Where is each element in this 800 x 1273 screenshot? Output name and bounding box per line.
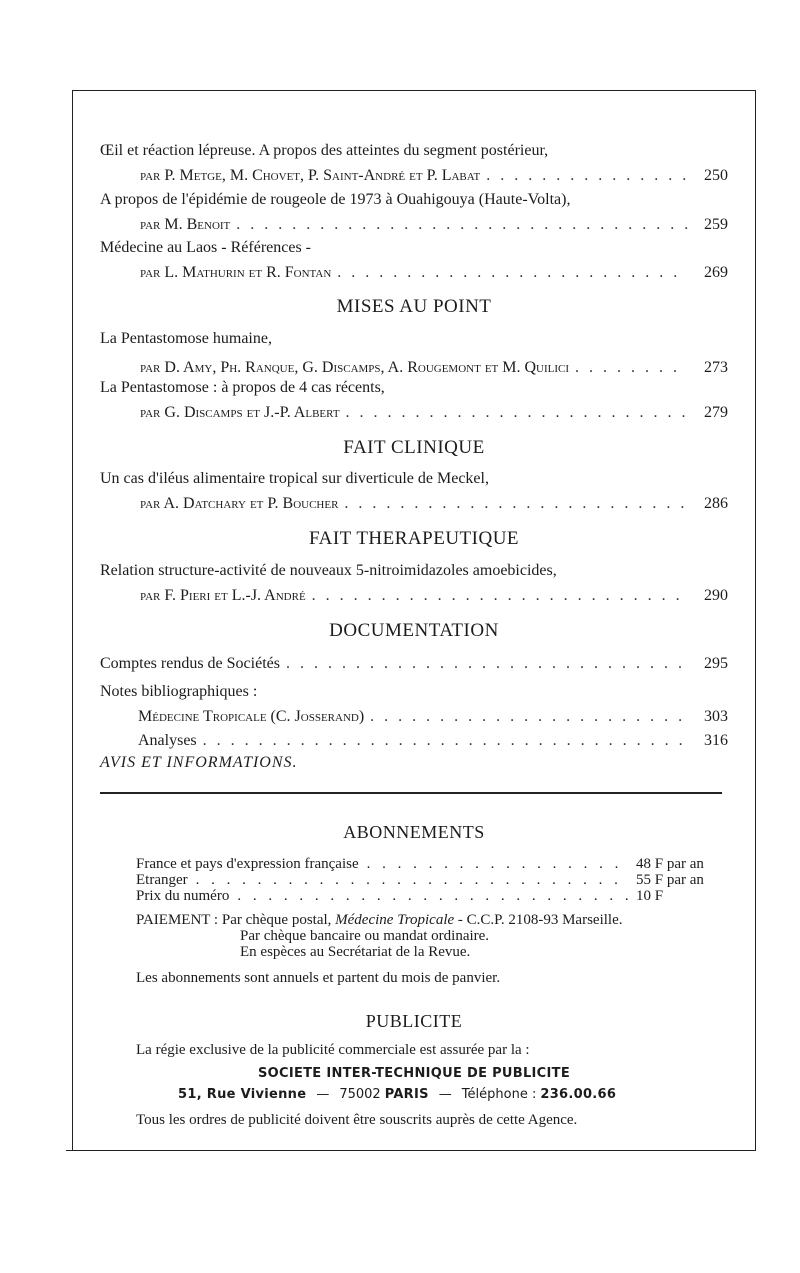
toc-entry-5[interactable] [100, 375, 728, 425]
company-name: SOCIETE INTER-TECHNIQUE DE PUBLICITE [257, 1066, 571, 1081]
entry-title: La Pentastomose : à propos de 4 cas récents, [100, 379, 385, 396]
section-heading-fait-therapeutique: FAIT THERAPEUTIQUE [308, 528, 520, 549]
entry-title: Comptes rendus de Sociétés [100, 655, 280, 672]
entry-authors: par P. Metge, M. Chovet, P. Saint-André et P. Labat [140, 167, 481, 184]
publicite-heading: PUBLICITE [365, 1011, 463, 1031]
price-row [136, 888, 726, 904]
leader-dots [237, 888, 628, 904]
entry-page: 286 [704, 495, 728, 512]
section-heading-fait-clinique: FAIT CLINIQUE [343, 437, 485, 458]
toc-entry-2[interactable] [100, 187, 728, 237]
payment-line-3: En espèces au Secrétariat de la Revue. [240, 944, 471, 960]
leader-dots [370, 704, 688, 729]
price-label: Etranger [136, 872, 188, 888]
entry-title: La Pentastomose humaine, [100, 330, 272, 347]
entry-authors: par L. Mathurin et R. Fontan [140, 264, 332, 281]
price-amount: 48 F par an [636, 856, 704, 872]
entry-page: 259 [704, 216, 728, 233]
entry-page: 273 [704, 359, 728, 376]
toc-entry-6[interactable] [100, 466, 728, 516]
leader-dots [236, 212, 688, 237]
dash: — [438, 1087, 452, 1102]
section-heading-mises-au-point: MISES AU POINT [336, 296, 492, 317]
leader-dots [367, 856, 628, 872]
city: PARIS [384, 1087, 429, 1102]
entry-authors: par G. Discamps et J.-P. Albert [140, 404, 340, 421]
entry-authors: par A. Datchary et P. Boucher [140, 495, 339, 512]
leader-dots [286, 651, 688, 676]
payment-info [136, 912, 622, 960]
subscription-note: Les abonnements sont annuels et partent du mois de panvier. [136, 970, 501, 986]
payment-line-1 [136, 912, 622, 928]
publicite-orders-note: Tous les ordres de publicité doivent être souscrits auprès de cette Agence. [136, 1112, 578, 1128]
toc-entry-9[interactable] [100, 679, 728, 729]
telephone-label: Téléphone : [461, 1087, 537, 1102]
company-address [178, 1085, 616, 1103]
payment-text: - C.C.P. 2108-93 Marseille. [454, 912, 623, 928]
section-heading-documentation: DOCUMENTATION [329, 620, 499, 641]
payment-line-2: Par chèque bancaire ou mandat ordinaire. [240, 928, 490, 944]
entry-title: Un cas d'iléus alimentaire tropical sur diverticule de Meckel, [100, 470, 489, 487]
toc-entry-7[interactable] [100, 558, 728, 608]
entry-authors: par D. Amy, Ph. Ranque, G. Discamps, A. Rougemont et M. Quilici [140, 359, 570, 376]
avis-informations: AVIS ET INFORMATIONS. [100, 754, 298, 771]
bottom-rule [66, 1150, 756, 1151]
toc-entry-8[interactable] [100, 651, 728, 676]
toc-entry-1[interactable] [100, 138, 728, 188]
leader-dots [312, 583, 688, 608]
telephone-number: 236.00.66 [540, 1087, 617, 1102]
entry-authors: par F. Pieri et L.-J. André [140, 587, 306, 604]
subscription-prices [136, 856, 726, 904]
entry-title: Œil et réaction lépreuse. A propos des atteintes du segment postérieur, [100, 142, 549, 159]
entry-authors: par M. Benoit [140, 216, 231, 233]
leader-dots [486, 163, 688, 188]
price-label: Prix du numéro [136, 888, 230, 904]
payment-text: PAIEMENT : Par chèque postal, [136, 912, 336, 928]
entry-page: 295 [704, 655, 728, 672]
toc-entry-3[interactable] [100, 235, 728, 285]
publicite-intro: La régie exclusive de la publicité commerciale est assurée par la : [136, 1042, 530, 1058]
entry-title: Médecine au Laos - Références - [100, 239, 311, 256]
price-amount: 10 F [636, 888, 664, 904]
entry-page: 279 [704, 404, 728, 421]
entry-title: A propos de l'épidémie de rougeole de 1973 à Ouahigouya (Haute-Volta), [100, 191, 571, 208]
price-row [136, 872, 726, 888]
leader-dots [203, 728, 688, 753]
entry-title: Analyses [138, 732, 197, 749]
price-amount: 55 F par an [636, 872, 704, 888]
leader-dots [346, 400, 688, 425]
entry-page: 290 [704, 587, 728, 604]
journal-name: Médecine Tropicale [335, 912, 455, 928]
entry-title: Notes bibliographiques : [100, 683, 258, 700]
leader-dots [344, 491, 688, 516]
entry-title: Relation structure-activité de nouveaux 5-nitroimidazoles amoebicides, [100, 562, 557, 579]
toc-entry-10[interactable] [100, 728, 728, 753]
toc-entry-4[interactable] [100, 326, 728, 380]
section-divider [100, 792, 722, 794]
company-name-line [100, 1064, 728, 1082]
entry-page: 269 [704, 264, 728, 281]
price-row [136, 856, 726, 872]
leader-dots [196, 872, 628, 888]
dash: — [316, 1087, 330, 1102]
leader-dots [337, 260, 688, 285]
entry-page: 316 [704, 732, 728, 749]
entry-subtitle: Médecine Tropicale (C. Josserand) [138, 708, 365, 725]
entry-page: 250 [704, 167, 728, 184]
street-address: 51, Rue Vivienne [178, 1087, 307, 1102]
entry-page: 303 [704, 708, 728, 725]
postcode: 75002 [339, 1087, 381, 1102]
abonnements-heading: ABONNEMENTS [343, 822, 485, 842]
price-label: France et pays d'expression française [136, 856, 359, 872]
